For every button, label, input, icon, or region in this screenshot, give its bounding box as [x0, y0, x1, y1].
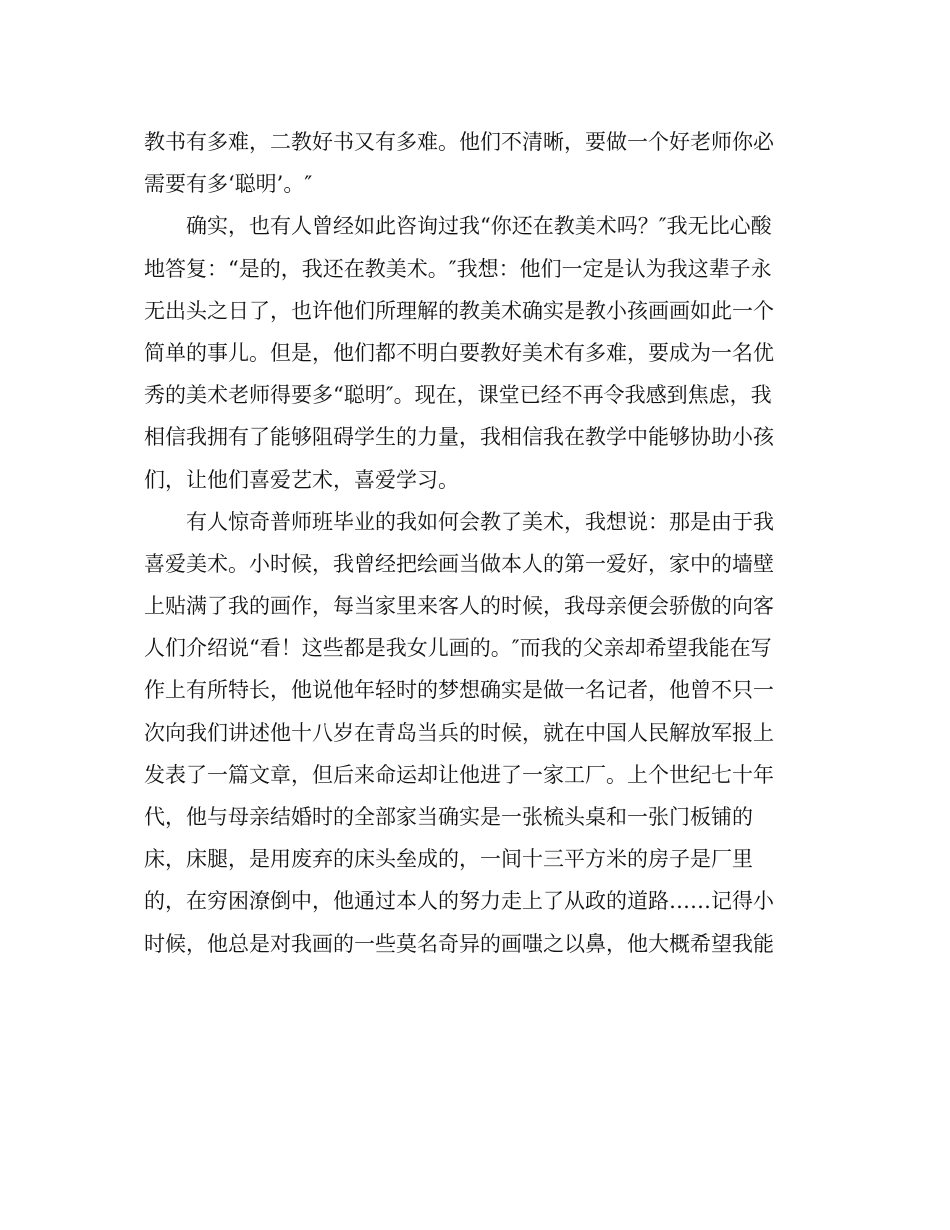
- text-line: 时候，他总是对我画的一些莫名奇异的画嗤之以鼻，他大概希望我能: [144, 931, 774, 956]
- text-line: 地答复：“是的，我还在教美术。″我想：他们一定是认为我这辈子永: [144, 256, 772, 281]
- text-line: 人们介绍说“看！这些都是我女儿画的。″而我的父亲却希望我能在写: [144, 636, 772, 661]
- text-line: 们，让他们喜爱艺术，喜爱学习。: [144, 467, 459, 492]
- text-line: 确实，也有人曾经如此咨询过我“你还在教美术吗？″我无比心酸: [144, 214, 772, 239]
- text-line: 床，床腿，是用废弃的床头垒成的，一间十三平方米的房子是厂里: [144, 847, 753, 872]
- text-line: 的，在穷困潦倒中，他通过本人的努力走上了从政的道路……记得小: [144, 889, 774, 914]
- text-line: 有人惊奇普师班毕业的我如何会教了美术，我想说：那是由于我: [144, 509, 774, 534]
- text-line: 无出头之日了，也许他们所理解的教美术确实是教小孩画画如此一个: [144, 298, 774, 323]
- body-text: [144, 121, 814, 965]
- text-line: 秀的美术老师得要多“聪明″。现在，课堂已经不再令我感到焦虑，我: [144, 383, 772, 408]
- text-line: 上贴满了我的画作，每当家里来客人的时候，我母亲便会骄傲的向客: [144, 594, 774, 619]
- text-line: 发表了一篇文章，但后来命运却让他进了一家工厂。上个世纪七十年: [144, 762, 774, 787]
- text-line: 次向我们讲述他十八岁在青岛当兵的时候，就在中国人民解放军报上: [144, 720, 774, 745]
- text-line: 作上有所特长，他说他年轻时的梦想确实是做一名记者，他曾不只一: [144, 678, 774, 703]
- text-line: 教书有多难，二教好书又有多难。他们不清晰，要做一个好老师你必: [144, 130, 774, 154]
- text-line: 代，他与母亲结婚时的全部家当确实是一张梳头桌和一张门板铺的: [144, 805, 753, 829]
- text-line: 简单的事儿。但是，他们都不明白要教好美术有多难，要成为一名优: [144, 340, 774, 365]
- text-line: 喜爱美术。小时候，我曾经把绘画当做本人的第一爱好，家中的墙壁: [144, 551, 774, 576]
- text-line: 需要有多‘聪明’。″: [144, 172, 313, 197]
- text-line: 相信我拥有了能够阻碍学生的力量，我相信我在教学中能够协助小孩: [144, 425, 774, 450]
